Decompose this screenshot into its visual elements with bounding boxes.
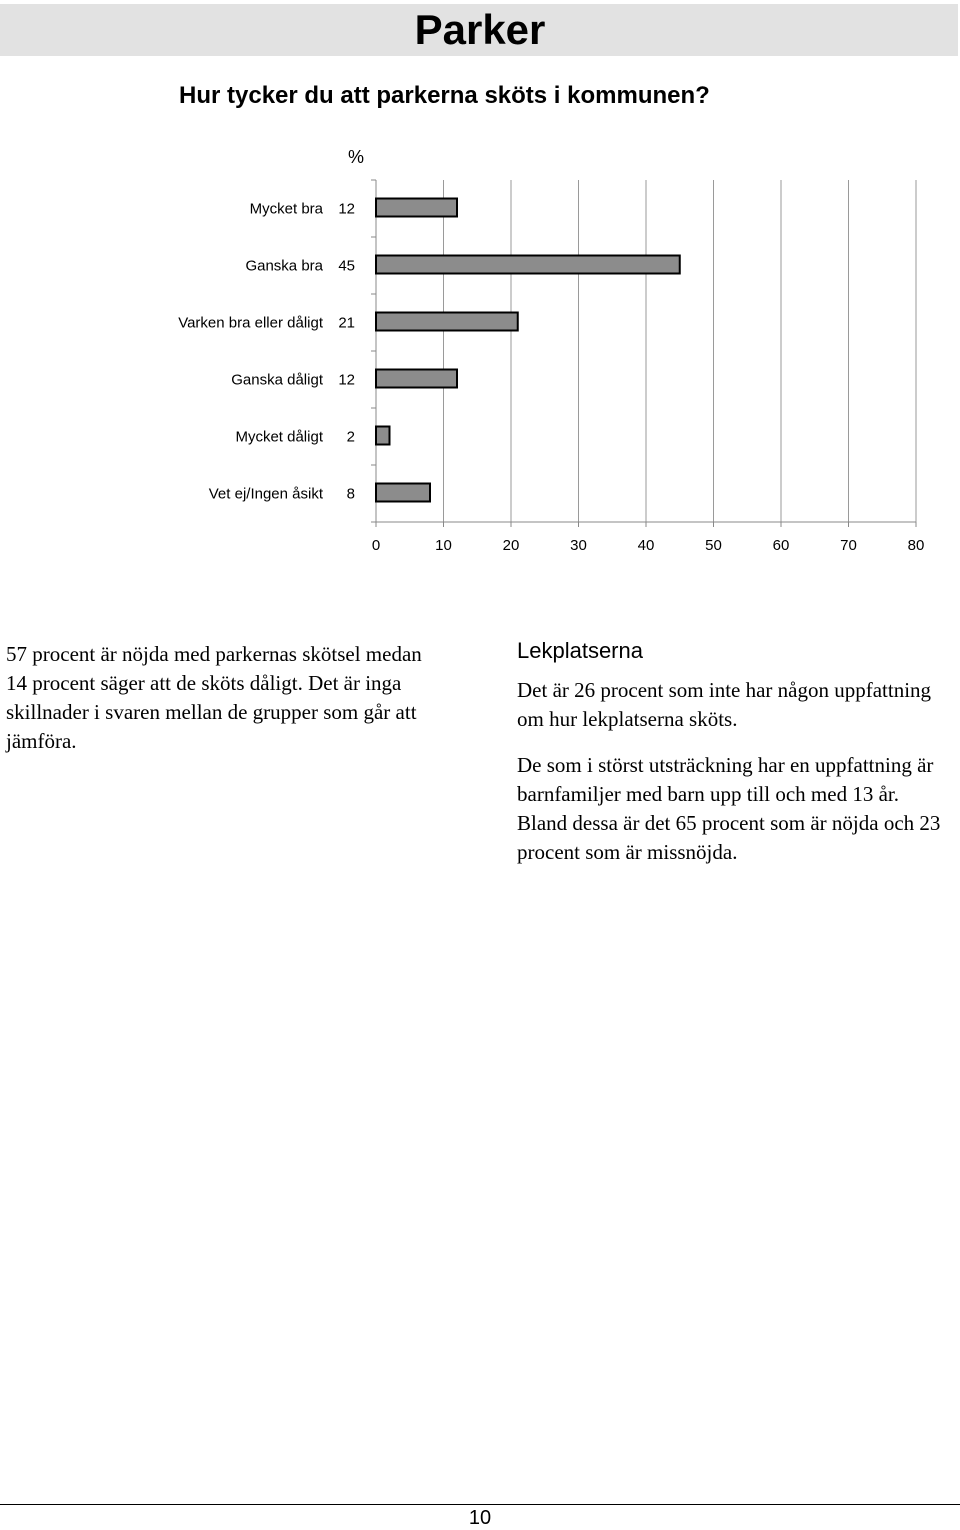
value-label: 12 — [338, 200, 355, 218]
category-label: Varken bra eller dåligt — [178, 314, 323, 332]
category-label: Ganska dåligt — [231, 371, 323, 389]
footer-rule — [0, 1504, 960, 1505]
playground-column — [517, 637, 953, 867]
bar — [376, 313, 518, 331]
bar — [376, 199, 457, 217]
bar — [376, 256, 680, 274]
page-number: 10 — [468, 1507, 492, 1529]
playground-paragraph-1: Det är 26 procent som inte har någon uppfattning om hur lekplatserna sköts. — [517, 678, 932, 731]
x-tick-label: 80 — [907, 537, 925, 554]
x-tick-label: 10 — [435, 537, 452, 554]
chart-grid — [444, 180, 917, 522]
bar-chart — [0, 130, 960, 570]
category-label: Vet ej/Ingen åsikt — [208, 485, 323, 503]
x-tick-label: 60 — [772, 537, 790, 554]
category-label: Mycket bra — [249, 200, 323, 218]
x-tick-label: 0 — [371, 537, 381, 554]
chart-labels — [178, 147, 924, 554]
bar — [376, 484, 430, 502]
x-tick-label: 40 — [637, 537, 655, 554]
chart-bars — [376, 199, 680, 502]
x-tick-label: 30 — [570, 537, 587, 554]
playground-paragraph-2: De som i störst utsträckning har en uppfattning är barnfamiljer med barn upp till och med 13 år. Bland dessa är det 65 procent som är nöjda och 23 procent som är missnöjda. — [517, 753, 941, 864]
chart-unit-label: % — [347, 147, 365, 167]
summary-column — [6, 640, 442, 756]
value-label: 21 — [338, 314, 355, 332]
bar — [376, 370, 457, 388]
question-heading: Hur tycker du att parkerna sköts i kommunen? — [179, 82, 710, 109]
section-title: Parker — [414, 6, 546, 53]
value-label: 8 — [346, 485, 355, 503]
bar — [376, 427, 390, 445]
chart-axes — [371, 180, 916, 527]
x-tick-label: 50 — [705, 537, 722, 554]
summary-text: 57 procent är nöjda med parkernas skötsel medan 14 procent säger att de sköts dåligt. Det är inga skillnader i svaren mellan de grupper som går att jämföra. — [6, 642, 422, 753]
x-tick-label: 20 — [502, 537, 520, 554]
category-label: Mycket dåligt — [235, 428, 323, 446]
value-label: 45 — [338, 257, 355, 275]
x-tick-label: 70 — [840, 537, 857, 554]
playground-heading: Lekplatserna — [517, 638, 643, 663]
value-label: 2 — [346, 428, 355, 446]
category-label: Ganska bra — [245, 257, 323, 275]
value-label: 12 — [338, 371, 355, 389]
